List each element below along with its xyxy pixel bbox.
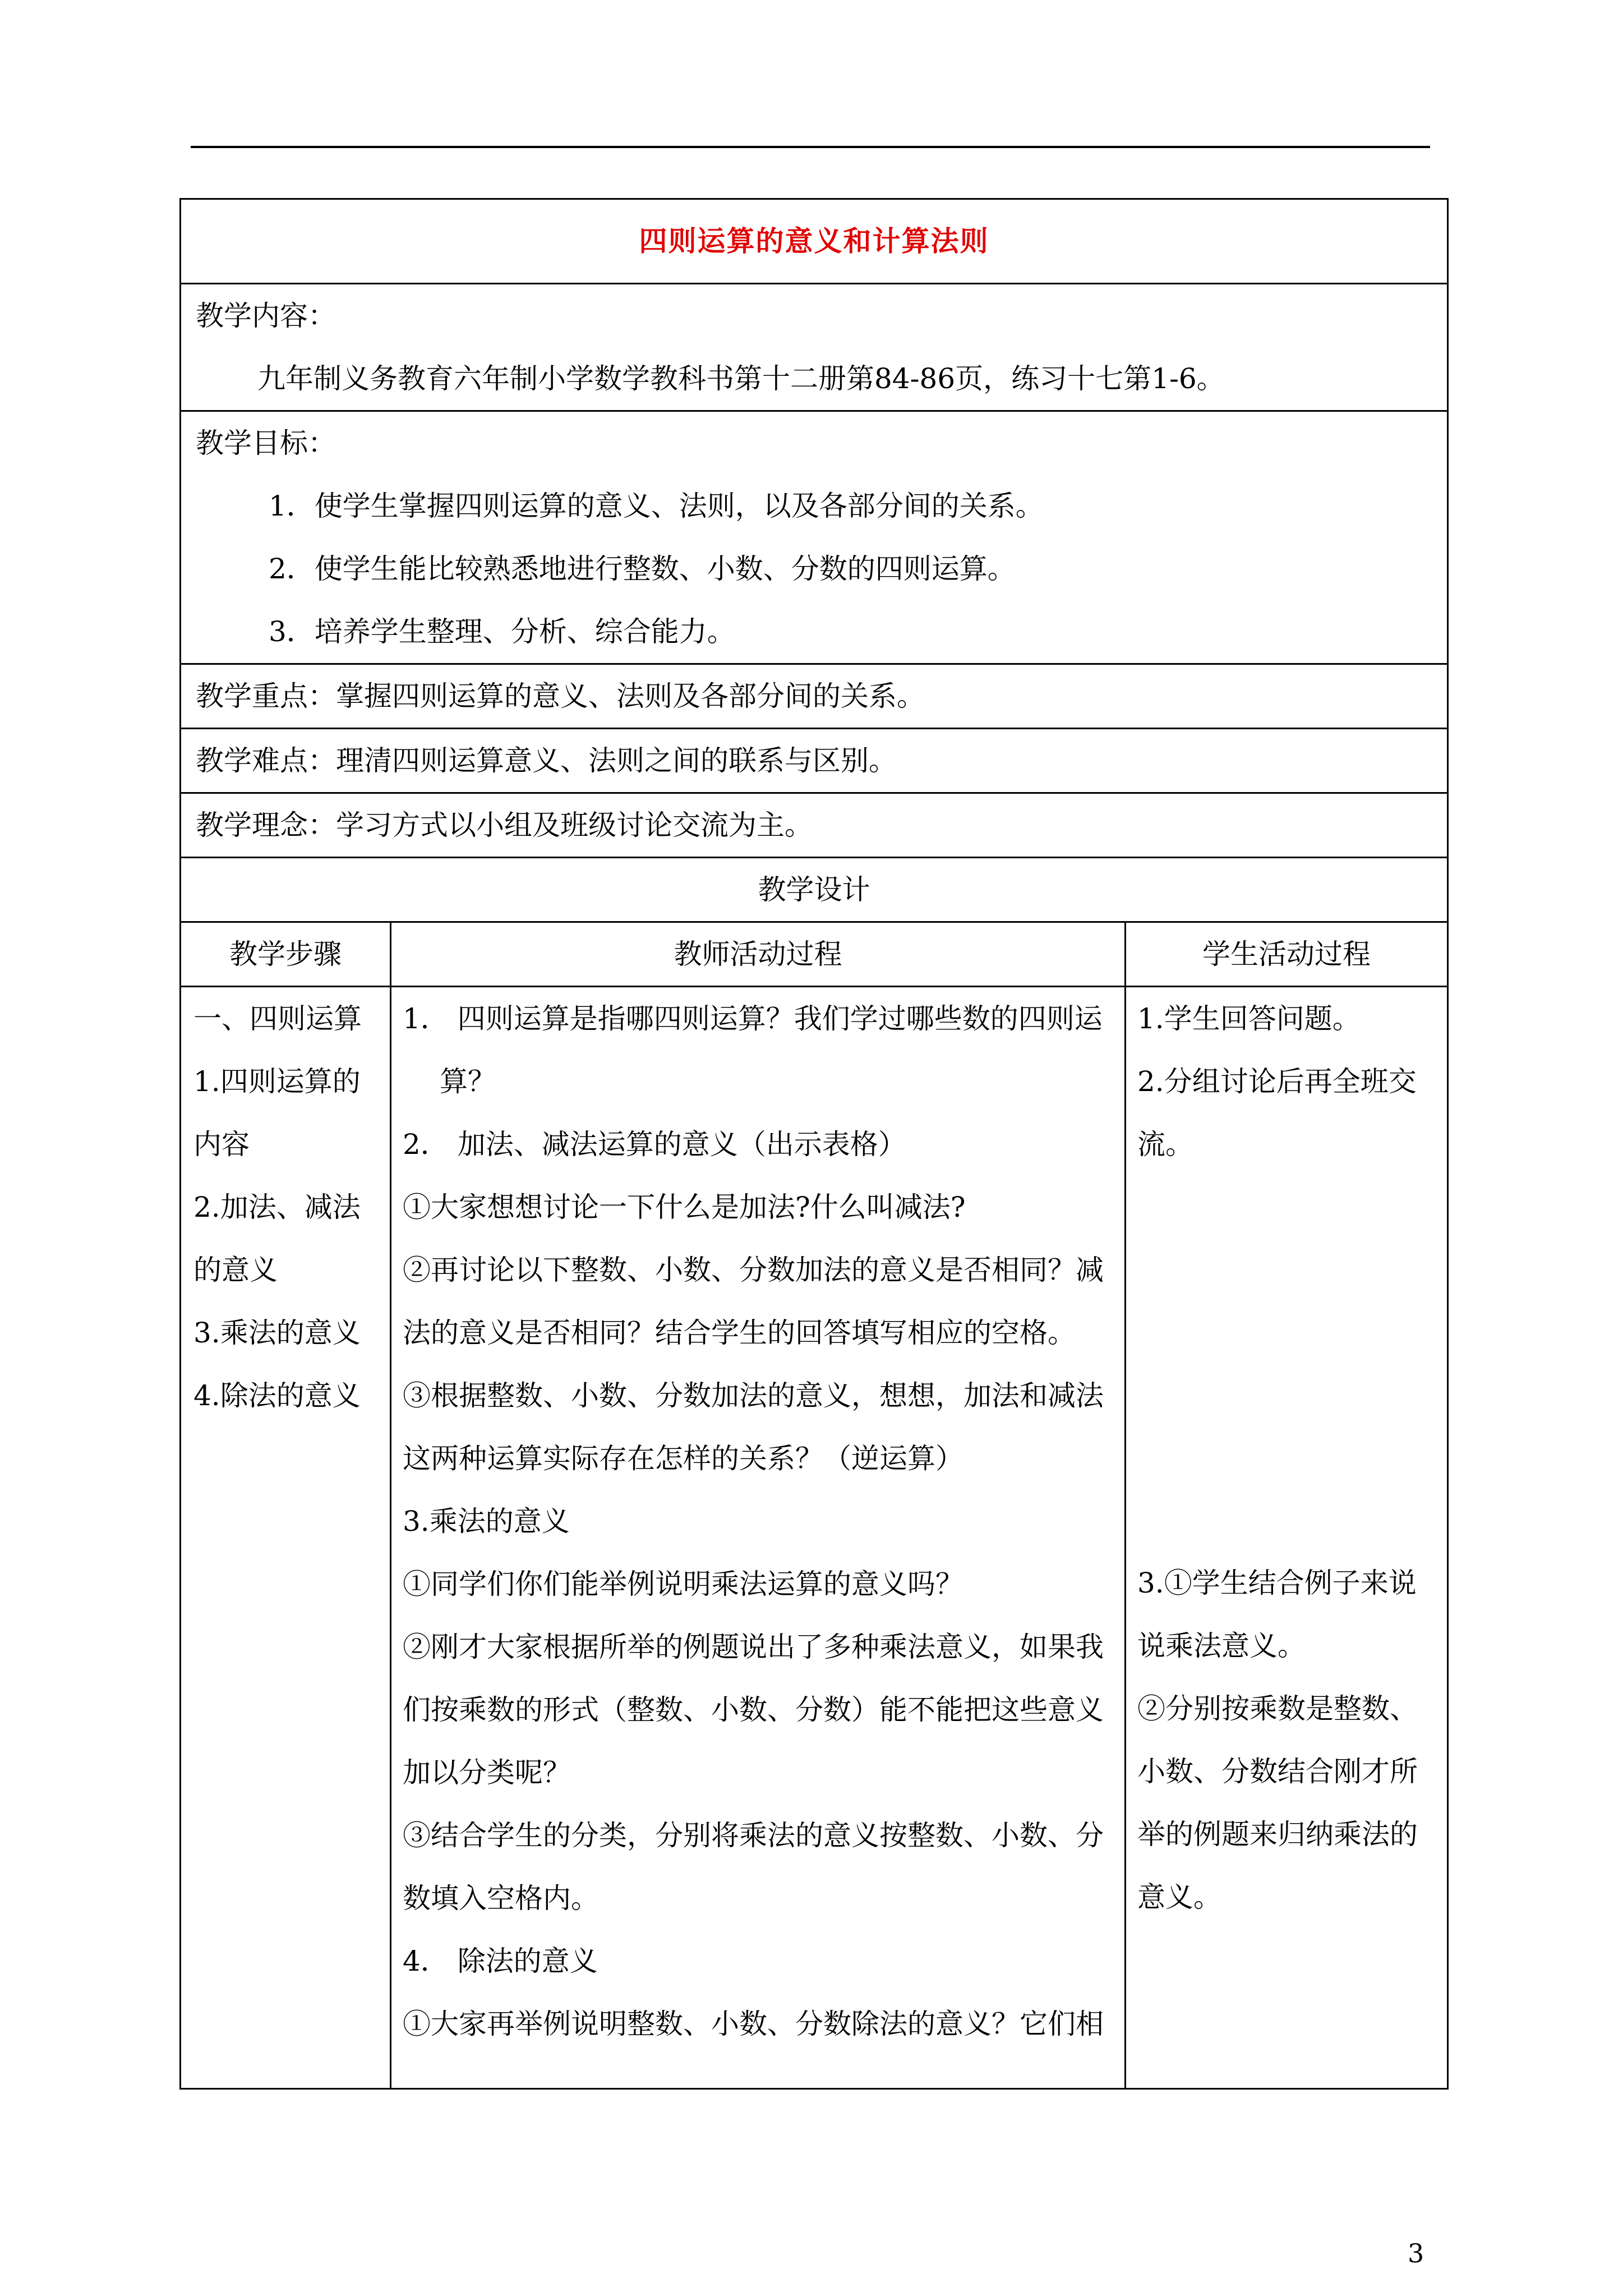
activity-row — [181, 987, 1448, 2089]
teacher-item: ②再讨论以下整数、小数、分数加法的意义是否相同？减法的意义是否相同？结合学生的回答填写相应的空格。 — [403, 1254, 1104, 1349]
title-row — [181, 199, 1448, 284]
difficulty-row — [181, 729, 1448, 793]
teacher-item: 1． 四则运算是指哪四则运算？我们学过哪些数的四则运算？ — [403, 1002, 1103, 1098]
header-rule — [191, 146, 1430, 148]
goal-item: 3．培养学生整理、分析、综合能力。 — [269, 615, 735, 648]
key-point: 教学重点：掌握四则运算的意义、法则及各部分间的关系。 — [181, 664, 1448, 729]
content-row — [181, 284, 1448, 411]
step-item: 2.加法、减法的意义 — [193, 1191, 361, 1286]
teacher-item: ①大家想想讨论一下什么是加法?什么叫减法? — [403, 1191, 966, 1223]
teacher-item: 3.乘法的意义 — [403, 1505, 570, 1538]
student-spacer — [1137, 1176, 1436, 1552]
student-item: 1.学生回答问题。 — [1137, 1002, 1361, 1035]
student-cell — [1126, 987, 1448, 2089]
step-item: 4.除法的意义 — [193, 1379, 361, 1412]
goal-item: 2．使学生能比较熟悉地进行整数、小数、分数的四则运算。 — [269, 553, 1016, 585]
student-item: 2.分组讨论后再全班交流。 — [1137, 1065, 1417, 1161]
goals-row — [181, 411, 1448, 664]
design-header: 教学设计 — [181, 858, 1448, 922]
philosophy-row — [181, 793, 1448, 858]
teacher-cell — [391, 987, 1126, 2089]
column-header-student: 学生活动过程 — [1126, 922, 1448, 987]
goals-label: 教学目标： — [196, 427, 336, 459]
content-text: 九年制义务教育六年制小学数学教科书第十二册第84-86页，练习十七第1-6。 — [257, 362, 1225, 395]
key-point-row — [181, 664, 1448, 729]
philosophy: 教学理念：学习方式以小组及班级讨论交流为主。 — [181, 793, 1448, 858]
teacher-item: ①大家再举例说明整数、小数、分数除法的意义？它们相 — [403, 2008, 1104, 2040]
goal-item: 1．使学生掌握四则运算的意义、法则，以及各部分间的关系。 — [269, 490, 1044, 522]
teacher-item: ②刚才大家根据所举的例题说出了多种乘法意义，如果我们按乘数的形式（整数、小数、分数）能不能把这些意义加以分类呢？ — [403, 1631, 1104, 1789]
teacher-item: ③结合学生的分类，分别将乘法的意义按整数、小数、分数填入空格内。 — [403, 1819, 1104, 1915]
content-label: 教学内容： — [196, 300, 336, 332]
column-header-teacher: 教师活动过程 — [391, 922, 1126, 987]
steps-cell — [181, 987, 391, 2089]
teacher-item: ③根据整数、小数、分数加法的意义，想想，加法和减法这两种运算实际存在怎样的关系？（逆运算） — [403, 1379, 1104, 1475]
teacher-item: ①同学们你们能举例说明乘法运算的意义吗？ — [403, 1568, 963, 1600]
column-header-row — [181, 922, 1448, 987]
step-item: 3.乘法的意义 — [193, 1317, 361, 1349]
lesson-plan-table — [179, 198, 1449, 2090]
student-item: ②分别按乘数是整数、小数、分数结合刚才所举的例题来归纳乘法的意义。 — [1137, 1692, 1418, 1913]
step-item: 1.四则运算的内容 — [193, 1065, 361, 1161]
document-title: 四则运算的意义和计算法则 — [181, 199, 1448, 284]
difficulty: 教学难点：理清四则运算意义、法则之间的联系与区别。 — [181, 729, 1448, 793]
teacher-item: 4． 除法的意义 — [403, 1945, 598, 1977]
page-number: 3 — [1408, 2238, 1424, 2269]
design-header-row — [181, 858, 1448, 922]
student-item: 3.①学生结合例子来说说乘法意义。 — [1137, 1567, 1417, 1662]
column-header-steps: 教学步骤 — [181, 922, 391, 987]
teacher-item: 2． 加法、减法运算的意义（出示表格） — [403, 1128, 906, 1161]
step-item: 一、四则运算 — [193, 1002, 362, 1035]
